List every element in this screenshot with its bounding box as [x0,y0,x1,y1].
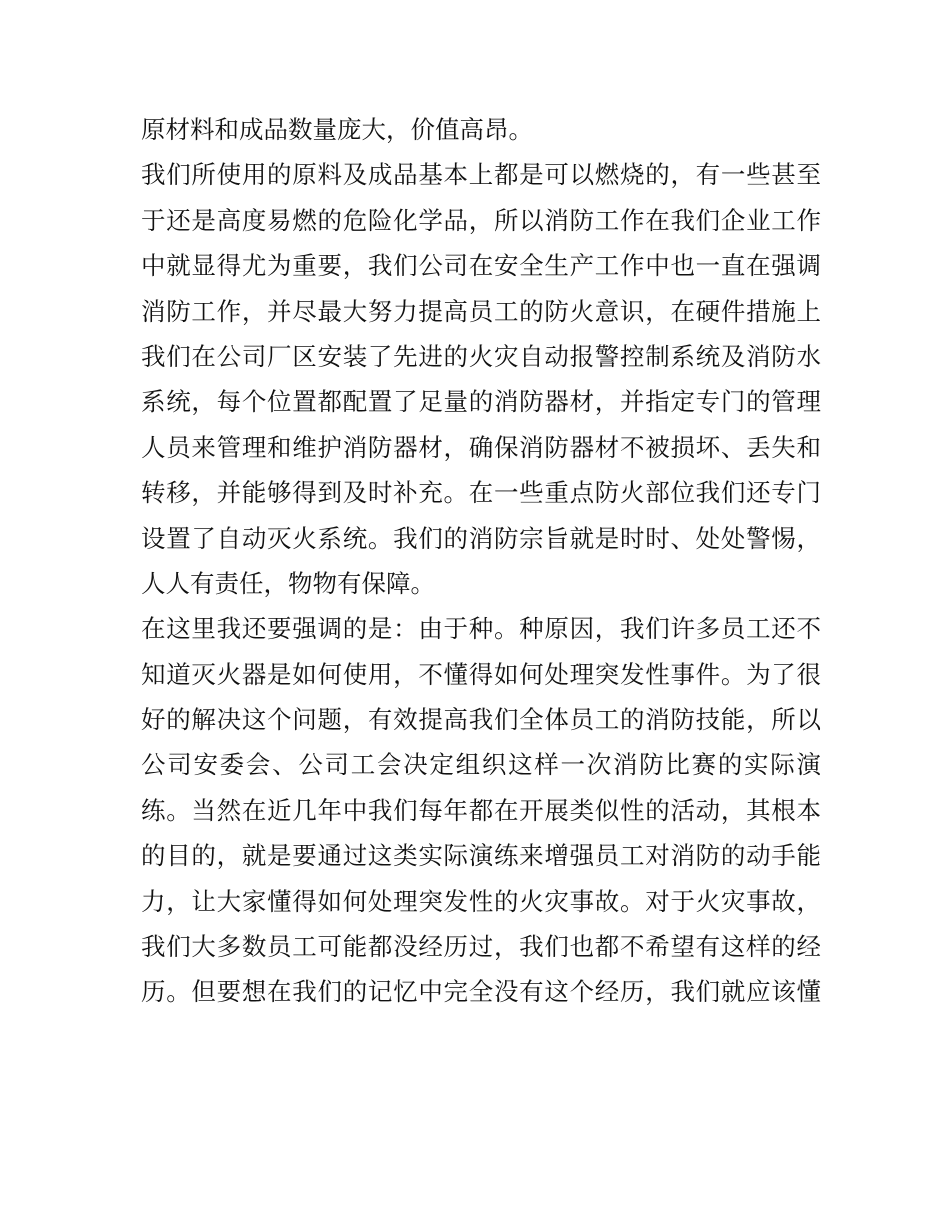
text-line: 消防工作，并尽最大努力提高员工的防火意识，在硬件措施上 [141,296,821,326]
text-line: 系统，每个位置都配置了足量的消防器材，并指定专门的管理 [141,387,821,417]
text-line: 的目的，就是要通过这类实际演练来增强员工对消防的动手能 [141,841,821,871]
text-line: 在这里我还要强调的是：由于种。种原因，我们许多员工还不 [141,614,821,644]
text-line: 我们在公司厂区安装了先进的火灾自动报警控制系统及消防水 [141,341,821,371]
text-line: 历。但要想在我们的记忆中完全没有这个经历，我们就应该懂 [141,977,821,1007]
text-line: 练。当然在近几年中我们每年都在开展类似性的活动，其根本 [141,795,821,825]
text-line: 我们大多数员工可能都没经历过，我们也都不希望有这样的经 [141,932,821,962]
text-line: 原材料和成品数量庞大，价值高昂。 [141,115,533,144]
text-line: 人人有责任，物物有保障。 [141,568,435,598]
text-line: 公司安委会、公司工会决定组织这样一次消防比赛的实际演 [141,750,821,780]
text-line: 知道灭火器是如何使用，不懂得如何处理突发性事件。为了很 [141,659,821,689]
text-line: 中就显得尤为重要，我们公司在安全生产工作中也一直在强调 [141,251,821,281]
text-line: 人员来管理和维护消防器材，确保消防器材不被损坏、丢失和 [141,432,821,462]
text-line: 转移，并能够得到及时补充。在一些重点防火部位我们还专门 [141,478,821,508]
text-line: 于还是高度易燃的危险化学品，所以消防工作在我们企业工作 [141,205,821,235]
text-line: 力，让大家懂得如何处理突发性的火灾事故。对于火灾事故， [141,886,821,916]
text-line: 我们所使用的原料及成品基本上都是可以燃烧的，有一些甚至 [141,160,821,190]
text-line: 好的解决这个问题，有效提高我们全体员工的消防技能，所以 [141,705,821,735]
text-line: 设置了自动灭火系统。我们的消防宗旨就是时时、处处警惕， [141,523,821,553]
body-text [141,107,821,1015]
